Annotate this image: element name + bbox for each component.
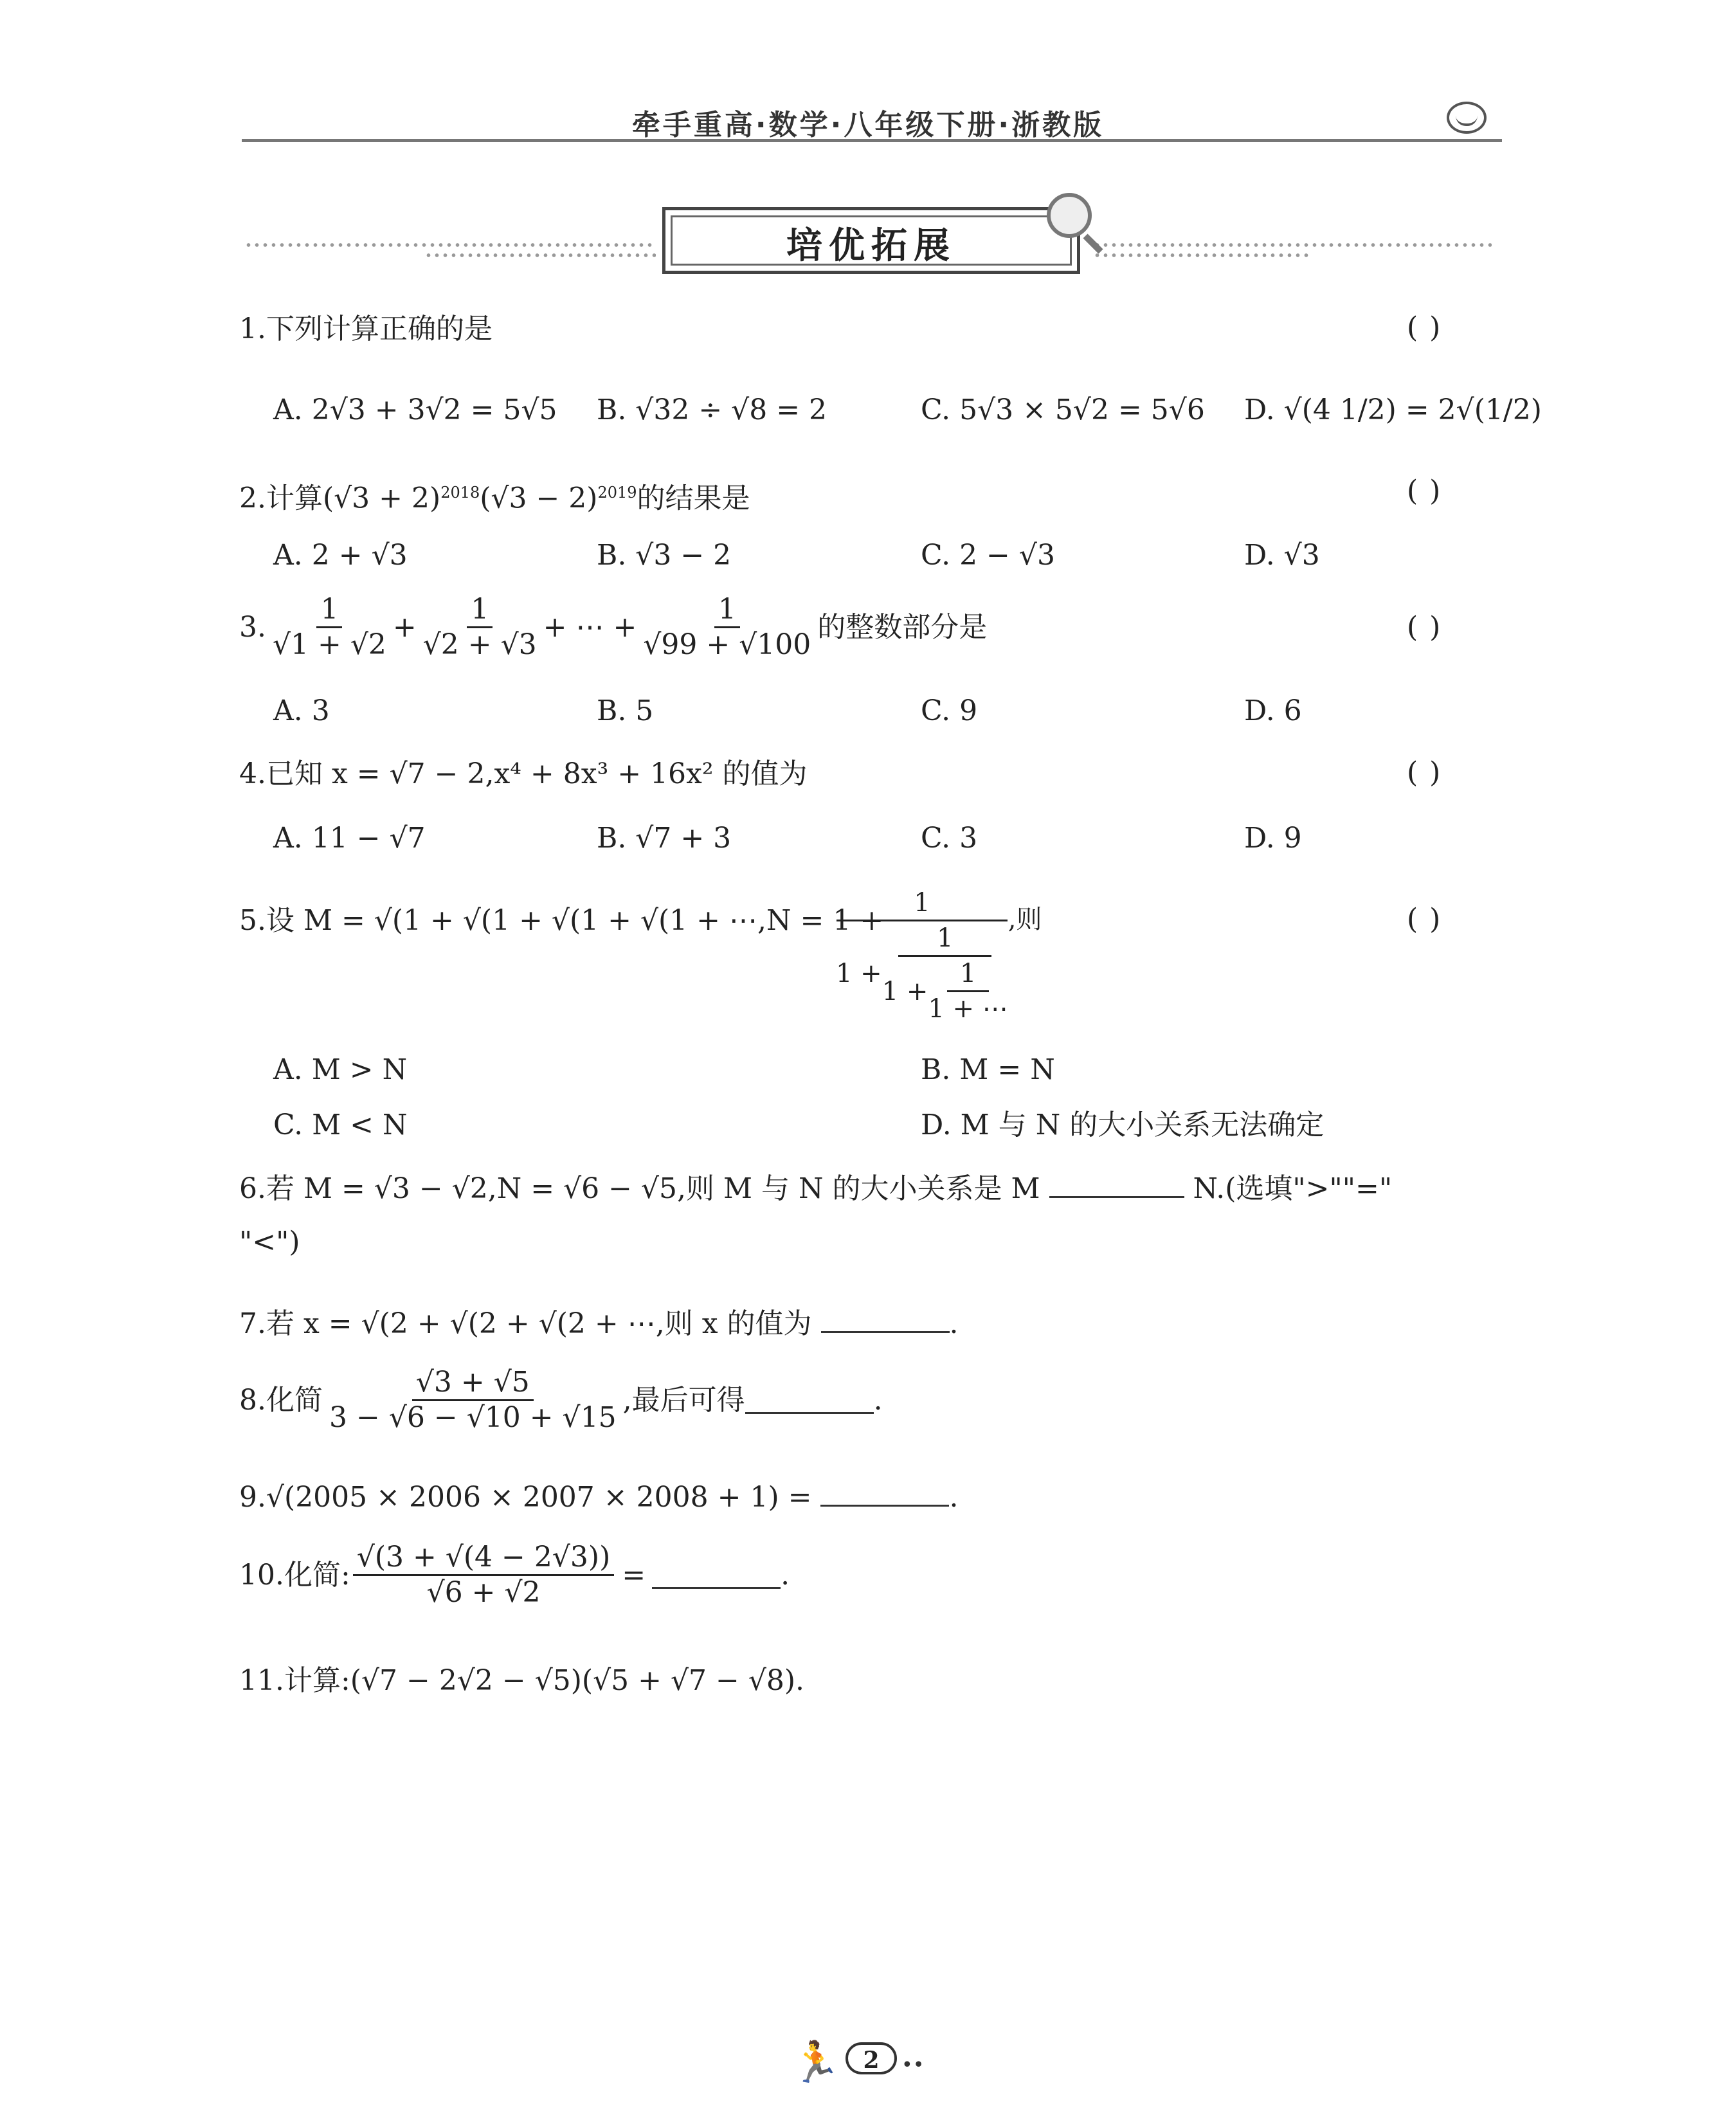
q5-continued-fraction: 1 1 + 1 1 + $\frac{1}{1 + \cdots}$ ,则 [836,886,1042,1026]
q2-option-d: D. √3 [1244,539,1320,572]
section-title: 培优拓展 [786,225,956,267]
header-rule [242,139,1502,142]
decorative-dots-left [244,242,656,248]
runner-icon: 🏃 [791,2038,841,2085]
question-2: 2.计算$(√3 + 2)^{2018}(√3 - 2)^{2019}$的结果是 [239,482,750,515]
magnifier-icon [1047,193,1092,238]
question-10: 10. 化简: $\frac{√(3 + √(4 - 2√3))}{√6 + √2}$ = . [239,1541,790,1609]
decorative-dots-left-2 [424,252,656,258]
q4-option-b: B. √7 + 3 [597,822,732,855]
q4-option-c: C. 3 [921,822,978,855]
question-6: 6.若 M = √3 − √2,N = √6 − √5,则 M 与 N 的大小关系是 M N.(选填">""=" [239,1170,1392,1207]
decorative-dots-right [1093,242,1492,248]
q3-option-a: A. 3 [273,694,330,727]
answer-paren-5: ( ) [1407,903,1442,936]
q3-option-b: B. 5 [597,694,654,727]
q8-blank[interactable] [745,1386,874,1414]
answer-paren-1: ( ) [1407,311,1442,344]
q1-option-a: A. 2√3 + 3√2 = 5√5 [273,394,557,426]
q1-option-b: B. √32 ÷ √8 = 2 [597,394,827,426]
running-header: 牵手重高·数学·八年级下册·浙教版 [631,109,1105,141]
question-5: 5.设 M = √(1 + √(1 + √(1 + √(1 + ⋯,N = 1 + [239,904,884,937]
q5-option-c: C. M < N [273,1109,408,1141]
q10-blank[interactable] [652,1561,781,1589]
q2-option-a: A. 2 + √3 [273,539,408,572]
question-7: 7.若 x = √(2 + √(2 + √(2 + ⋯,则 x 的值为 . [239,1305,959,1342]
q2-option-c: C. 2 − √3 [921,539,1055,572]
answer-paren-4: ( ) [1407,756,1442,789]
q5-option-a: A. M > N [273,1053,408,1086]
question-3: 3. $\frac{1}{√1 + √2}$ + $\frac{1}{√2 + √3}$ + ⋯ + $\frac{1}{√99 + √100}$ 的整数部分是 [239,593,988,661]
q8-fraction: $\frac{√3 + √5}{3 - √6 - √10 + √15}$ [329,1366,617,1434]
q1-option-c: C. 5√3 × 5√2 = 5√6 [921,394,1205,426]
page-number: 2 [845,2042,897,2074]
q9-blank[interactable] [820,1479,949,1507]
q5-option-d: D. M 与 N 的大小关系无法确定 [921,1109,1325,1141]
q5-option-b: B. M = N [921,1053,1055,1086]
question-6-line-2: "<") [239,1226,300,1258]
answer-paren-2: ( ) [1407,475,1442,507]
q4-option-a: A. 11 − √7 [273,822,426,855]
q3-fraction-3: $\frac{1}{√99 + √100}$ [643,593,811,661]
q7-blank[interactable] [821,1305,950,1333]
answer-paren-3: ( ) [1407,611,1442,644]
decorative-dots-right-2 [1093,252,1312,258]
q1-option-d: D. √(4 1/2) = 2√(1/2) [1244,394,1542,426]
q6-blank[interactable] [1049,1170,1184,1198]
q3-fraction-2: $\frac{1}{√2 + √3}$ [422,593,537,661]
question-8: 8. 化简 $\frac{√3 + √5}{3 - √6 - √10 + √15}$ ,最后可得 . [239,1366,883,1434]
publisher-logo-icon [1447,102,1487,134]
question-4: 4.已知 x = √7 − 2,x⁴ + 8x³ + 16x² 的值为 [239,757,808,790]
q3-option-c: C. 9 [921,694,978,727]
q4-option-d: D. 9 [1244,822,1302,855]
footer-dots: •• [901,2054,925,2076]
q3-fraction-1: $\frac{1}{√1 + √2}$ [272,593,386,661]
question-11: 11.计算:(√7 − 2√2 − √5)(√5 + √7 − √8). [239,1664,804,1697]
question-1: 1.下列计算正确的是 [239,313,493,345]
q2-option-b: B. √3 − 2 [597,539,732,572]
q10-fraction: $\frac{√(3 + √(4 - 2√3))}{√6 + √2}$ [353,1541,614,1610]
question-9: 9.√(2005 × 2006 × 2007 × 2008 + 1) = . [239,1479,958,1516]
q3-option-d: D. 6 [1244,694,1302,727]
